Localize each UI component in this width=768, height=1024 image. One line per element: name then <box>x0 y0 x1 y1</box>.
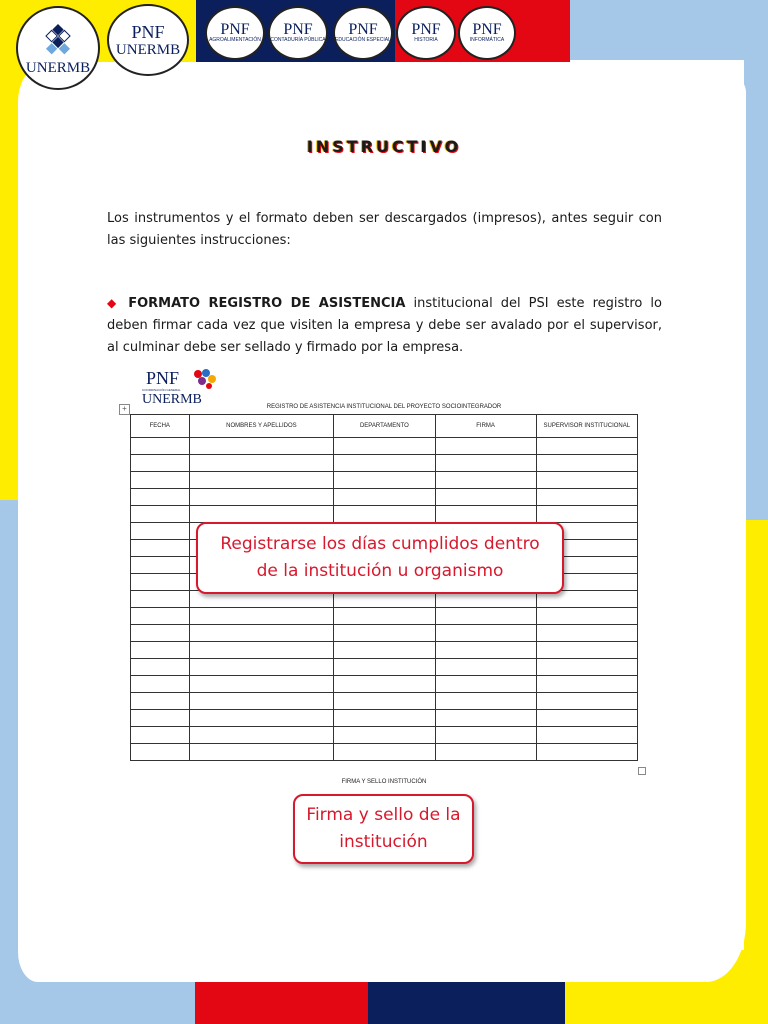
table-cell[interactable] <box>435 455 536 472</box>
table-cell[interactable] <box>435 693 536 710</box>
table-cell[interactable] <box>189 472 334 489</box>
table-cell[interactable] <box>189 727 334 744</box>
table-cell[interactable] <box>435 659 536 676</box>
table-cell[interactable] <box>435 438 536 455</box>
table-cell[interactable] <box>334 727 435 744</box>
table-cell[interactable] <box>334 693 435 710</box>
logo-text: UNERMB <box>25 59 91 76</box>
table-cell[interactable] <box>536 472 637 489</box>
logo-sub: HISTORIA <box>414 37 438 44</box>
table-cell[interactable] <box>334 676 435 693</box>
pnf-unermb-logo <box>107 4 189 76</box>
table-cell[interactable] <box>189 506 334 523</box>
table-cell[interactable] <box>435 608 536 625</box>
table-row <box>131 676 638 693</box>
logo-sub: AGROALIMENTACIÓN <box>209 37 261 44</box>
form-logo-sub: COORDINACIÓN GENERAL <box>142 388 181 392</box>
table-cell[interactable] <box>189 659 334 676</box>
form-logo-pnf: PNF <box>146 368 180 388</box>
table-cell[interactable] <box>435 727 536 744</box>
col-nombres: NOMBRES Y APELLIDOS <box>189 415 334 438</box>
right-blue-border <box>744 0 768 520</box>
table-cell[interactable] <box>131 659 190 676</box>
table-cell[interactable] <box>435 506 536 523</box>
table-cell[interactable] <box>189 489 334 506</box>
table-cell[interactable] <box>189 455 334 472</box>
form-logo-unermb: UNERMB <box>142 392 202 407</box>
table-cell[interactable] <box>334 489 435 506</box>
top-blue-band <box>570 0 768 60</box>
logo-text: UNERMB <box>115 42 181 58</box>
logo-sub: EDUCACIÓN ESPECIAL <box>335 37 391 44</box>
table-cell[interactable] <box>131 489 190 506</box>
instruction-text: institucional del PSI este registro lo deben firmar cada vez que visiten la empresa y debe ser avalado por el supervisor, al culminar debe ser sellado y firmado por la empresa. <box>107 296 662 355</box>
pnf-informatica-logo <box>458 6 516 60</box>
logo-pnf: PNF <box>283 21 313 39</box>
table-row <box>131 659 638 676</box>
table-cell[interactable] <box>435 472 536 489</box>
right-yellow-border <box>744 520 768 1024</box>
table-cell[interactable] <box>131 455 190 472</box>
col-departamento: DEPARTAMENTO <box>334 415 435 438</box>
logo-pnf: PNF <box>348 21 378 39</box>
table-cell[interactable] <box>536 438 637 455</box>
table-cell[interactable] <box>131 506 190 523</box>
table-move-handle-icon[interactable]: + <box>119 404 130 415</box>
table-cell[interactable] <box>536 642 637 659</box>
table-cell[interactable] <box>334 710 435 727</box>
table-cell[interactable] <box>334 455 435 472</box>
table-cell[interactable] <box>131 557 190 574</box>
callout-dias-cumplidos: Registrarse los días cumplidos dentro de la institución u organismo <box>196 522 564 594</box>
logo-sub: INFORMÁTICA <box>469 37 505 44</box>
table-row <box>131 625 638 642</box>
logo-pnf: PNF <box>220 21 250 39</box>
table-cell[interactable] <box>189 438 334 455</box>
table-cell[interactable] <box>131 608 190 625</box>
table-cell[interactable] <box>536 727 637 744</box>
table-cell[interactable] <box>131 625 190 642</box>
table-row <box>131 608 638 625</box>
table-cell[interactable] <box>189 608 334 625</box>
instruction-item <box>107 292 662 359</box>
table-row <box>131 489 638 506</box>
intro-paragraph: Los instrumentos y el formato deben ser descargados (impresos), antes seguir con las siguientes instrucciones: <box>107 211 662 248</box>
col-firma: FIRMA <box>435 415 536 438</box>
table-cell[interactable] <box>131 744 190 761</box>
table-row <box>131 744 638 761</box>
logo-pnf: PNF <box>472 21 502 39</box>
table-cell[interactable] <box>334 744 435 761</box>
table-cell[interactable] <box>435 642 536 659</box>
col-fecha: FECHA <box>131 415 190 438</box>
table-cell[interactable] <box>536 659 637 676</box>
col-supervisor: SUPERVISOR INSTITUCIONAL <box>536 415 637 438</box>
table-cell[interactable] <box>131 540 190 557</box>
table-cell[interactable] <box>334 625 435 642</box>
instruction-heading: FORMATO REGISTRO DE ASISTENCIA <box>128 296 406 311</box>
table-cell[interactable] <box>334 608 435 625</box>
table-cell[interactable] <box>536 676 637 693</box>
logo-sub: CONTADURÍA PÚBLICA <box>270 37 326 44</box>
table-cell[interactable] <box>435 744 536 761</box>
table-cell[interactable] <box>131 438 190 455</box>
table-cell[interactable] <box>131 727 190 744</box>
unermb-emblem-icon <box>36 21 80 61</box>
table-cell[interactable] <box>435 625 536 642</box>
pnf-flower-icon <box>190 368 218 392</box>
pnf-historia-logo <box>396 6 456 60</box>
unermb-logo <box>16 6 100 90</box>
logo-pnf: PNF <box>411 21 441 39</box>
table-row <box>131 472 638 489</box>
table-row <box>131 438 638 455</box>
logo-pnf: PNF <box>131 22 165 42</box>
pnf-educacion-especial-logo <box>333 6 393 60</box>
table-row <box>131 727 638 744</box>
table-cell[interactable] <box>536 506 637 523</box>
firma-sello-label: FIRMA Y SELLO INSTITUCIÓN <box>341 779 427 785</box>
table-cell[interactable] <box>189 744 334 761</box>
table-cell[interactable] <box>189 676 334 693</box>
table-cell[interactable] <box>536 710 637 727</box>
callout-firma-sello: Firma y sello de la institución <box>293 794 474 864</box>
table-cell[interactable] <box>189 642 334 659</box>
table-cell[interactable] <box>131 472 190 489</box>
table-cell[interactable] <box>189 625 334 642</box>
pnf-agroalimentacion-logo <box>205 6 265 60</box>
table-cell[interactable] <box>334 472 435 489</box>
table-cell[interactable] <box>536 455 637 472</box>
table-cell[interactable] <box>131 574 190 591</box>
table-row <box>131 710 638 727</box>
table-row <box>131 506 638 523</box>
table-cell[interactable] <box>334 642 435 659</box>
table-cell[interactable] <box>536 608 637 625</box>
table-cell[interactable] <box>334 438 435 455</box>
table-cell[interactable] <box>536 489 637 506</box>
page-title: INSTRUCTIVO <box>306 137 462 156</box>
table-row <box>131 455 638 472</box>
table-cell[interactable] <box>131 693 190 710</box>
table-resize-handle[interactable] <box>638 767 646 775</box>
table-cell[interactable] <box>131 710 190 727</box>
table-cell[interactable] <box>435 710 536 727</box>
table-cell[interactable] <box>189 693 334 710</box>
table-cell[interactable] <box>131 591 190 608</box>
table-cell[interactable] <box>131 642 190 659</box>
form-title: REGISTRO DE ASISTENCIA INSTITUCIONAL DEL PROYECTO SOCIOINTEGRADOR <box>266 404 502 410</box>
pnf-contaduria-logo <box>268 6 328 60</box>
table-cell[interactable] <box>334 659 435 676</box>
table-cell[interactable] <box>131 676 190 693</box>
table-cell[interactable] <box>189 710 334 727</box>
table-cell[interactable] <box>536 744 637 761</box>
table-header-row <box>131 415 638 438</box>
table-row <box>131 642 638 659</box>
diamond-bullet-icon: ◆ <box>107 296 121 310</box>
table-cell[interactable] <box>131 523 190 540</box>
table-cell[interactable] <box>334 506 435 523</box>
table-cell[interactable] <box>536 625 637 642</box>
table-cell[interactable] <box>435 489 536 506</box>
table-row <box>131 693 638 710</box>
table-cell[interactable] <box>536 693 637 710</box>
table-cell[interactable] <box>435 676 536 693</box>
